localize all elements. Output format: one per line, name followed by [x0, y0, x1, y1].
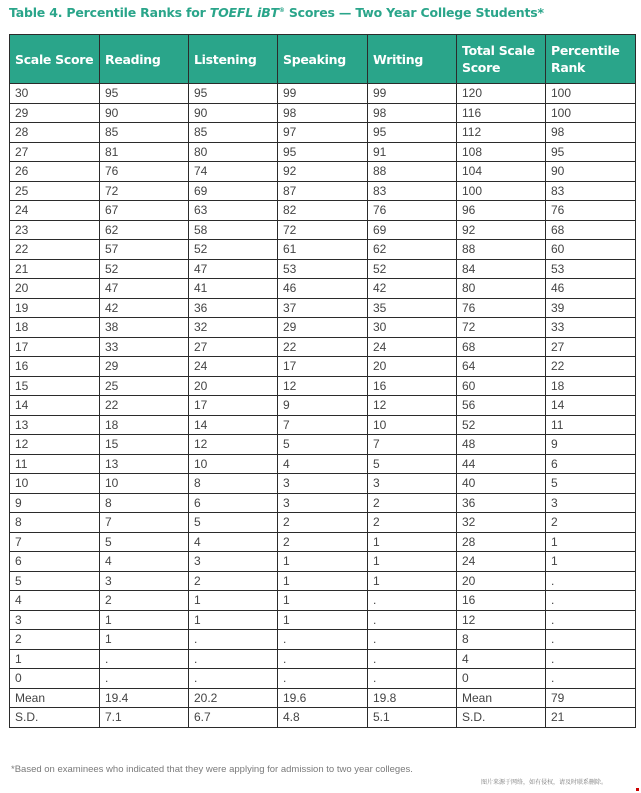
table-cell: 5	[368, 454, 457, 474]
table-cell: 10	[10, 474, 100, 494]
table-row	[10, 669, 636, 689]
table-cell: 12	[368, 396, 457, 416]
table-cell: 38	[100, 318, 189, 338]
table-cell: 24	[189, 357, 278, 377]
table-cell: 4.8	[278, 708, 368, 728]
table-cell: 1	[278, 552, 368, 572]
table-cell: 91	[368, 142, 457, 162]
column-header: Writing	[368, 35, 457, 84]
table-cell: .	[546, 610, 636, 630]
table-row	[10, 162, 636, 182]
table-cell: 52	[368, 259, 457, 279]
column-header: Reading	[100, 35, 189, 84]
table-cell: 42	[368, 279, 457, 299]
table-row	[10, 571, 636, 591]
table-cell: 1	[189, 591, 278, 611]
table-cell: 12	[189, 435, 278, 455]
table-cell: 52	[100, 259, 189, 279]
table-cell: 112	[457, 123, 546, 143]
table-row	[10, 279, 636, 299]
table-row	[10, 376, 636, 396]
table-cell: 7.1	[100, 708, 189, 728]
table-row	[10, 220, 636, 240]
table-row	[10, 259, 636, 279]
table-cell: 18	[10, 318, 100, 338]
table-cell: 56	[457, 396, 546, 416]
table-cell: 90	[546, 162, 636, 182]
table-cell: 7	[368, 435, 457, 455]
table-cell: 9	[278, 396, 368, 416]
table-cell: 74	[189, 162, 278, 182]
table-row	[10, 103, 636, 123]
table-cell: 83	[368, 181, 457, 201]
title-prefix: Table 4. Percentile Ranks for	[9, 5, 210, 20]
table-cell: .	[368, 630, 457, 650]
table-row	[10, 357, 636, 377]
table-row	[10, 688, 636, 708]
table-cell: .	[368, 610, 457, 630]
table-cell: 18	[546, 376, 636, 396]
table-cell: .	[100, 669, 189, 689]
table-cell: 98	[546, 123, 636, 143]
table-cell: 6.7	[189, 708, 278, 728]
table-cell: 25	[10, 181, 100, 201]
table-cell: 95	[100, 84, 189, 104]
table-cell: 92	[278, 162, 368, 182]
table-cell: 11	[546, 415, 636, 435]
table-row	[10, 591, 636, 611]
table-cell: 1	[368, 571, 457, 591]
table-cell: 22	[10, 240, 100, 260]
table-row	[10, 708, 636, 728]
table-cell: 76	[368, 201, 457, 221]
table-cell: 32	[457, 513, 546, 533]
table-cell: 20.2	[189, 688, 278, 708]
table-cell: 20	[189, 376, 278, 396]
table-cell: .	[189, 669, 278, 689]
table-cell: 64	[457, 357, 546, 377]
table-cell: 4	[100, 552, 189, 572]
table-cell: 5	[10, 571, 100, 591]
table-cell: 40	[457, 474, 546, 494]
table-row	[10, 474, 636, 494]
table-cell: 95	[368, 123, 457, 143]
table-cell: 8	[189, 474, 278, 494]
table-cell: 22	[278, 337, 368, 357]
column-header: Scale Score	[10, 35, 100, 84]
table-cell: .	[278, 630, 368, 650]
table-cell: 41	[189, 279, 278, 299]
table-cell: 0	[10, 669, 100, 689]
table-cell: 90	[100, 103, 189, 123]
table-cell: 25	[100, 376, 189, 396]
table-cell: .	[100, 649, 189, 669]
table-cell: 72	[278, 220, 368, 240]
table-cell: 19.6	[278, 688, 368, 708]
table-row	[10, 240, 636, 260]
table-cell: Mean	[457, 688, 546, 708]
table-cell: .	[546, 669, 636, 689]
table-row	[10, 435, 636, 455]
table-cell: 46	[278, 279, 368, 299]
table-cell: .	[189, 649, 278, 669]
table-cell: 60	[546, 240, 636, 260]
table-cell: 76	[100, 162, 189, 182]
table-cell: 100	[546, 103, 636, 123]
table-cell: 3	[546, 493, 636, 513]
title-registered-mark: ®	[278, 7, 285, 14]
table-cell: 98	[278, 103, 368, 123]
table-cell: 29	[278, 318, 368, 338]
table-cell: 44	[457, 454, 546, 474]
table-cell: 5	[189, 513, 278, 533]
table-cell: 52	[457, 415, 546, 435]
table-cell: 2	[278, 513, 368, 533]
table-cell: 35	[368, 298, 457, 318]
footnote: *Based on examinees who indicated that they were applying for admission to two year colleges.	[11, 764, 413, 775]
table-cell: 29	[100, 357, 189, 377]
table-cell: 8	[457, 630, 546, 650]
table-cell: 18	[100, 415, 189, 435]
table-cell: 30	[10, 84, 100, 104]
table-cell: 14	[189, 415, 278, 435]
table-cell: 99	[278, 84, 368, 104]
table-cell: 57	[100, 240, 189, 260]
table-row	[10, 415, 636, 435]
table-row	[10, 513, 636, 533]
table-cell: 62	[368, 240, 457, 260]
table-cell: 36	[457, 493, 546, 513]
table-cell: 98	[368, 103, 457, 123]
table-cell: 80	[189, 142, 278, 162]
table-cell: 21	[10, 259, 100, 279]
corner-mark	[636, 788, 639, 791]
table-cell: 81	[100, 142, 189, 162]
table-cell: 2	[10, 630, 100, 650]
table-row	[10, 493, 636, 513]
table-cell: 47	[189, 259, 278, 279]
table-cell: 24	[368, 337, 457, 357]
table-row	[10, 123, 636, 143]
table-cell: 85	[189, 123, 278, 143]
table-cell: 12	[457, 610, 546, 630]
table-cell: 28	[10, 123, 100, 143]
table-cell: 16	[368, 376, 457, 396]
table-cell: 11	[10, 454, 100, 474]
table-cell: 95	[189, 84, 278, 104]
table-cell: 33	[100, 337, 189, 357]
table-cell: 5	[100, 532, 189, 552]
table-row	[10, 298, 636, 318]
table-cell: 72	[457, 318, 546, 338]
table-cell: .	[546, 591, 636, 611]
table-cell: 12	[278, 376, 368, 396]
header-row	[10, 35, 636, 84]
table-cell: 48	[457, 435, 546, 455]
table-cell: .	[278, 669, 368, 689]
table-cell: 2	[278, 532, 368, 552]
table-cell: 15	[10, 376, 100, 396]
table-cell: 27	[10, 142, 100, 162]
table-cell: 76	[546, 201, 636, 221]
table-cell: 13	[10, 415, 100, 435]
table-cell: 5	[278, 435, 368, 455]
table-cell: 14	[10, 396, 100, 416]
table-cell: 100	[457, 181, 546, 201]
table-cell: 2	[368, 493, 457, 513]
table-cell: 80	[457, 279, 546, 299]
table-cell: 16	[457, 591, 546, 611]
table-cell: 14	[546, 396, 636, 416]
table-cell: 82	[278, 201, 368, 221]
table-cell: .	[189, 630, 278, 650]
table-cell: 4	[189, 532, 278, 552]
table-cell: 95	[546, 142, 636, 162]
table-cell: 6	[546, 454, 636, 474]
watermark: 图片来源于网络，如有侵权，请及时联系删除。	[481, 779, 608, 786]
table-cell: 69	[368, 220, 457, 240]
table-cell: 63	[189, 201, 278, 221]
table-cell: .	[368, 649, 457, 669]
table-cell: 17	[278, 357, 368, 377]
table-cell: 7	[278, 415, 368, 435]
table-cell: 1	[368, 552, 457, 572]
table-row	[10, 318, 636, 338]
table-cell: 10	[100, 474, 189, 494]
table-cell: 22	[100, 396, 189, 416]
table-cell: 22	[546, 357, 636, 377]
table-cell: 3	[100, 571, 189, 591]
table-cell: 68	[546, 220, 636, 240]
table-row	[10, 201, 636, 221]
table-cell: 3	[278, 493, 368, 513]
table-cell: 5	[546, 474, 636, 494]
table-row	[10, 552, 636, 572]
table-cell: 30	[368, 318, 457, 338]
table-cell: 46	[546, 279, 636, 299]
table-row	[10, 142, 636, 162]
table-cell: 19	[10, 298, 100, 318]
table-cell: 1	[278, 571, 368, 591]
column-header: Listening	[189, 35, 278, 84]
table-cell: .	[546, 630, 636, 650]
table-cell: 116	[457, 103, 546, 123]
table-cell: 53	[278, 259, 368, 279]
table-cell: 69	[189, 181, 278, 201]
table-cell: 42	[100, 298, 189, 318]
table-cell: 3	[368, 474, 457, 494]
table-cell: 20	[457, 571, 546, 591]
table-cell: 60	[457, 376, 546, 396]
table-cell: 99	[368, 84, 457, 104]
table-cell: 2	[189, 571, 278, 591]
table-cell: 72	[100, 181, 189, 201]
table-cell: 17	[189, 396, 278, 416]
table-cell: 36	[189, 298, 278, 318]
table-cell: 67	[100, 201, 189, 221]
table-cell: 1	[546, 532, 636, 552]
table-cell: 20	[368, 357, 457, 377]
table-cell: 88	[368, 162, 457, 182]
table-cell: 37	[278, 298, 368, 318]
table-row	[10, 532, 636, 552]
table-cell: 8	[10, 513, 100, 533]
title-suffix: Scores — Two Year College Students*	[284, 5, 544, 20]
table-cell: 1	[189, 610, 278, 630]
table-cell: 27	[189, 337, 278, 357]
column-header: Total Scale Score	[457, 35, 546, 84]
table-cell: 1	[10, 649, 100, 669]
table-cell: Mean	[10, 688, 100, 708]
title-italic: TOEFL iBT	[209, 5, 279, 20]
table-row	[10, 649, 636, 669]
table-cell: 10	[189, 454, 278, 474]
table-cell: 33	[546, 318, 636, 338]
table-cell: 0	[457, 669, 546, 689]
table-cell: 20	[10, 279, 100, 299]
table-cell: 29	[10, 103, 100, 123]
table-row	[10, 396, 636, 416]
table-cell: 58	[189, 220, 278, 240]
table-cell: 95	[278, 142, 368, 162]
table-cell: 61	[278, 240, 368, 260]
table-cell: 47	[100, 279, 189, 299]
table-cell: 17	[10, 337, 100, 357]
table-cell: 32	[189, 318, 278, 338]
table-cell: 12	[10, 435, 100, 455]
table-cell: 120	[457, 84, 546, 104]
table-cell: 3	[10, 610, 100, 630]
table-row	[10, 84, 636, 104]
table-cell: 1	[546, 552, 636, 572]
table-cell: 9	[546, 435, 636, 455]
table-cell: 68	[457, 337, 546, 357]
table-cell: 4	[10, 591, 100, 611]
percentile-table	[9, 34, 636, 728]
table-cell: 108	[457, 142, 546, 162]
table-cell: 1	[368, 532, 457, 552]
table-cell: S.D.	[457, 708, 546, 728]
column-header: Speaking	[278, 35, 368, 84]
table-cell: 87	[278, 181, 368, 201]
table-cell: 85	[100, 123, 189, 143]
table-cell: 39	[546, 298, 636, 318]
table-cell: 16	[10, 357, 100, 377]
table-body	[10, 84, 636, 728]
table-cell: 21	[546, 708, 636, 728]
table-cell: 7	[10, 532, 100, 552]
table-cell: 7	[100, 513, 189, 533]
table-cell: 83	[546, 181, 636, 201]
table-cell: 8	[100, 493, 189, 513]
table-cell: 53	[546, 259, 636, 279]
table-cell: .	[546, 571, 636, 591]
table-cell: 23	[10, 220, 100, 240]
table-cell: 79	[546, 688, 636, 708]
table-cell: 88	[457, 240, 546, 260]
table-cell: 97	[278, 123, 368, 143]
table-row	[10, 337, 636, 357]
table-cell: 1	[278, 591, 368, 611]
table-row	[10, 610, 636, 630]
table-cell: S.D.	[10, 708, 100, 728]
table-cell: 6	[189, 493, 278, 513]
table-cell: 100	[546, 84, 636, 104]
table-cell: 90	[189, 103, 278, 123]
table-cell: 27	[546, 337, 636, 357]
table-row	[10, 630, 636, 650]
table-cell: 9	[10, 493, 100, 513]
table-cell: 62	[100, 220, 189, 240]
table-row	[10, 454, 636, 474]
table-cell: 92	[457, 220, 546, 240]
table-cell: 2	[100, 591, 189, 611]
table-cell: 26	[10, 162, 100, 182]
table-cell: 4	[457, 649, 546, 669]
table-cell: 2	[368, 513, 457, 533]
table-title	[9, 5, 544, 20]
table-cell: 28	[457, 532, 546, 552]
table-row	[10, 181, 636, 201]
table-cell: 5.1	[368, 708, 457, 728]
column-header: Percentile Rank	[546, 35, 636, 84]
table-cell: 19.8	[368, 688, 457, 708]
table-cell: 15	[100, 435, 189, 455]
table-cell: .	[546, 649, 636, 669]
table-cell: .	[368, 591, 457, 611]
table-cell: 24	[10, 201, 100, 221]
table-cell: 76	[457, 298, 546, 318]
table-cell: 13	[100, 454, 189, 474]
table-cell: 52	[189, 240, 278, 260]
table-cell: 6	[10, 552, 100, 572]
table-cell: 96	[457, 201, 546, 221]
table-cell: 104	[457, 162, 546, 182]
table-cell: 24	[457, 552, 546, 572]
table-cell: 19.4	[100, 688, 189, 708]
table-cell: 3	[278, 474, 368, 494]
table-cell: 10	[368, 415, 457, 435]
table-cell: 1	[100, 610, 189, 630]
table-cell: 3	[189, 552, 278, 572]
table-cell: .	[278, 649, 368, 669]
table-cell: 2	[546, 513, 636, 533]
table-cell: 84	[457, 259, 546, 279]
table-cell: .	[368, 669, 457, 689]
table-cell: 1	[100, 630, 189, 650]
table-cell: 4	[278, 454, 368, 474]
table-cell: 1	[278, 610, 368, 630]
